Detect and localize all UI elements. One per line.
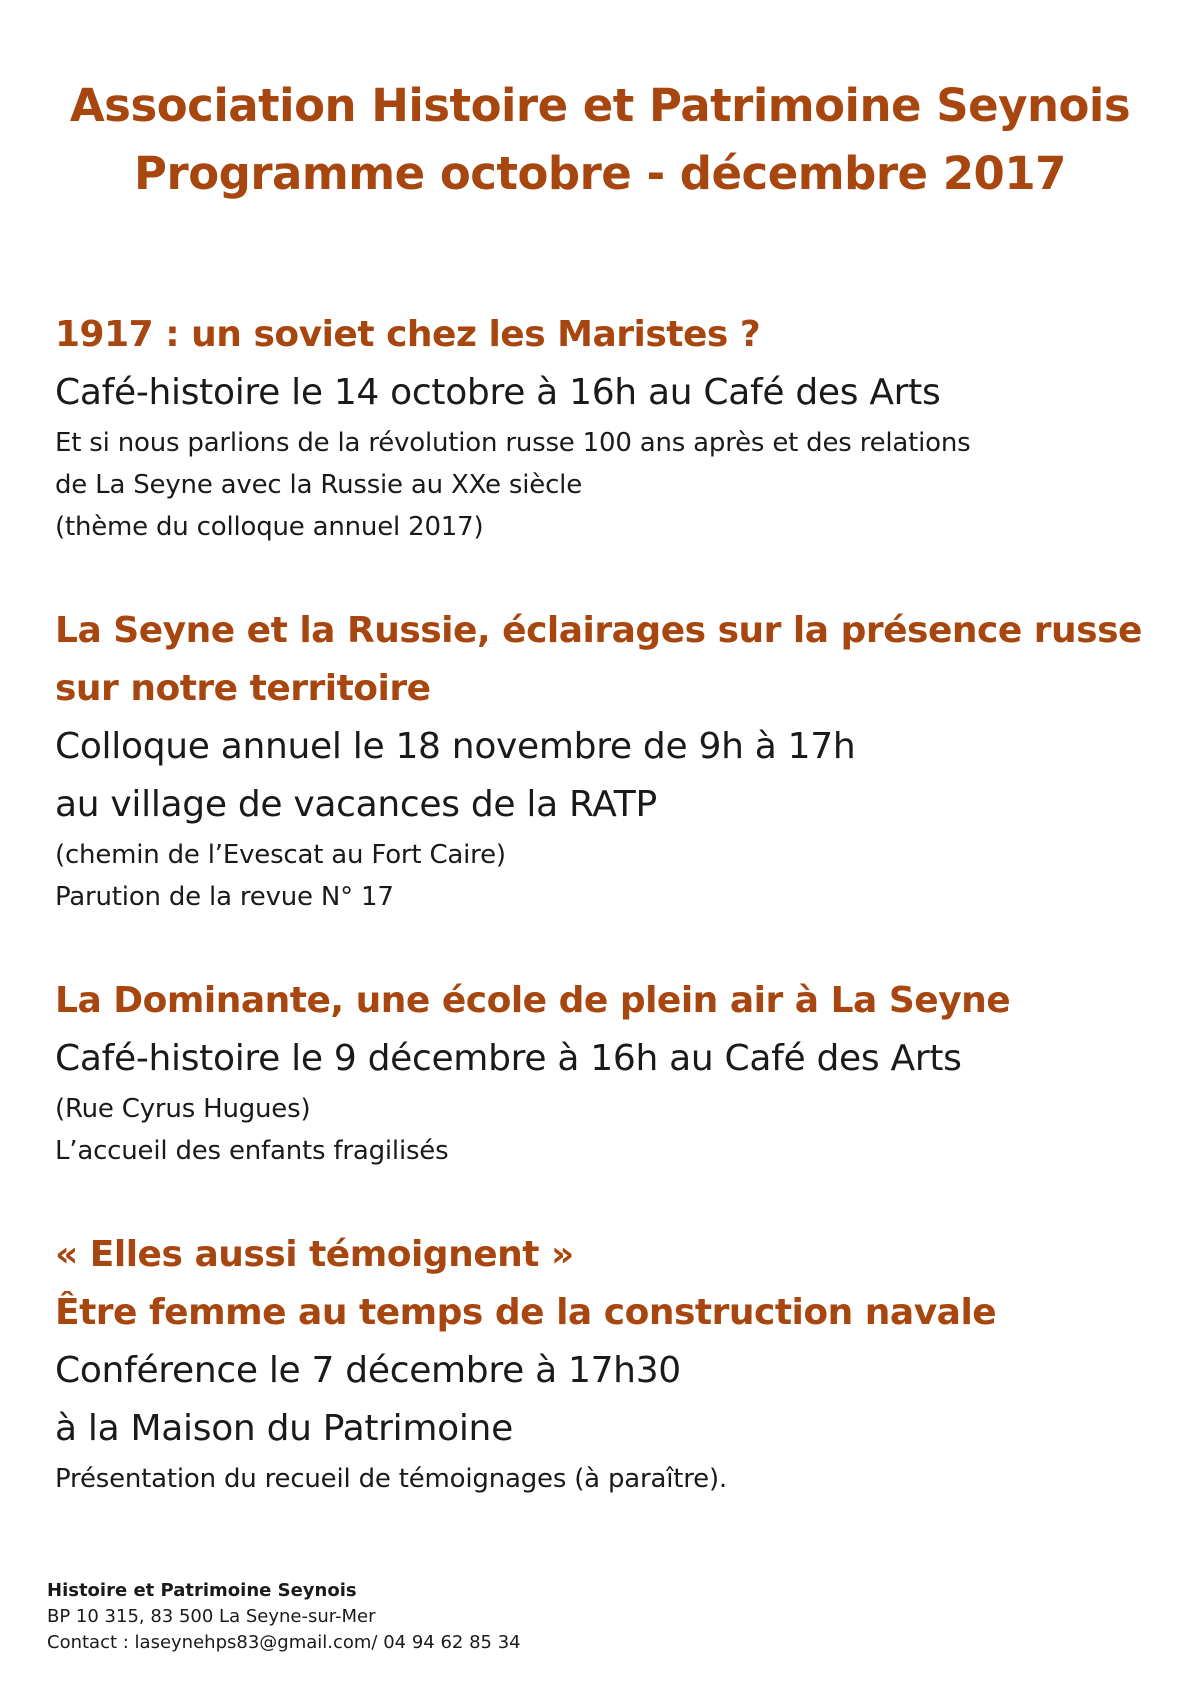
- event-title: 1917 : un soviet chez les Maristes ?: [55, 314, 761, 355]
- footer-organization: Histoire et Patrimoine Seynois: [47, 1580, 357, 1601]
- event-title: sur notre territoire: [55, 668, 431, 709]
- footer-address: BP 10 315, 83 500 La Seyne-sur-Mer: [47, 1606, 376, 1627]
- event-detail: Parution de la revue N° 17: [55, 882, 394, 912]
- event-item: [55, 306, 1175, 548]
- event-when: Café-histoire le 14 octobre à 16h au Café des Arts: [55, 372, 941, 413]
- event-title: « Elles aussi témoignent »: [55, 1234, 574, 1275]
- event-detail: Et si nous parlions de la révolution russe 100 ans après et des relations: [55, 428, 971, 458]
- event-title: La Dominante, une école de plein air à La Seyne: [55, 980, 1011, 1021]
- event-item: [55, 1226, 1175, 1500]
- event-detail: Présentation du recueil de témoignages (à paraître).: [55, 1464, 727, 1494]
- event-list: [55, 306, 1175, 1500]
- association-title: Association Histoire et Patrimoine Seynois: [69, 79, 1131, 132]
- event-item: [55, 602, 1175, 918]
- event-when: au village de vacances de la RATP: [55, 784, 657, 825]
- event-detail: L’accueil des enfants fragilisés: [55, 1136, 449, 1166]
- event-title: La Seyne et la Russie, éclairages sur la présence russe: [55, 610, 1142, 651]
- event-when: à la Maison du Patrimoine: [55, 1408, 513, 1449]
- event-when: Café-histoire le 9 décembre à 16h au Café des Arts: [55, 1038, 962, 1079]
- event-title: Être femme au temps de la construction navale: [55, 1292, 997, 1333]
- programme-title: Programme octobre - décembre 2017: [134, 147, 1066, 200]
- event-detail: (Rue Cyrus Hugues): [55, 1094, 311, 1124]
- event-when: Conférence le 7 décembre à 17h30: [55, 1350, 681, 1391]
- page-header: [0, 72, 1200, 208]
- event-detail: de La Seyne avec la Russie au XXe siècle: [55, 470, 582, 500]
- event-item: [55, 972, 1175, 1172]
- footer-contact: Contact : laseynehps83@gmail.com/ 04 94 62 85 34: [47, 1632, 521, 1653]
- contact-footer: [47, 1578, 521, 1656]
- event-detail: (chemin de l’Evescat au Fort Caire): [55, 840, 506, 870]
- event-detail: (thème du colloque annuel 2017): [55, 512, 484, 542]
- event-when: Colloque annuel le 18 novembre de 9h à 17h: [55, 726, 856, 767]
